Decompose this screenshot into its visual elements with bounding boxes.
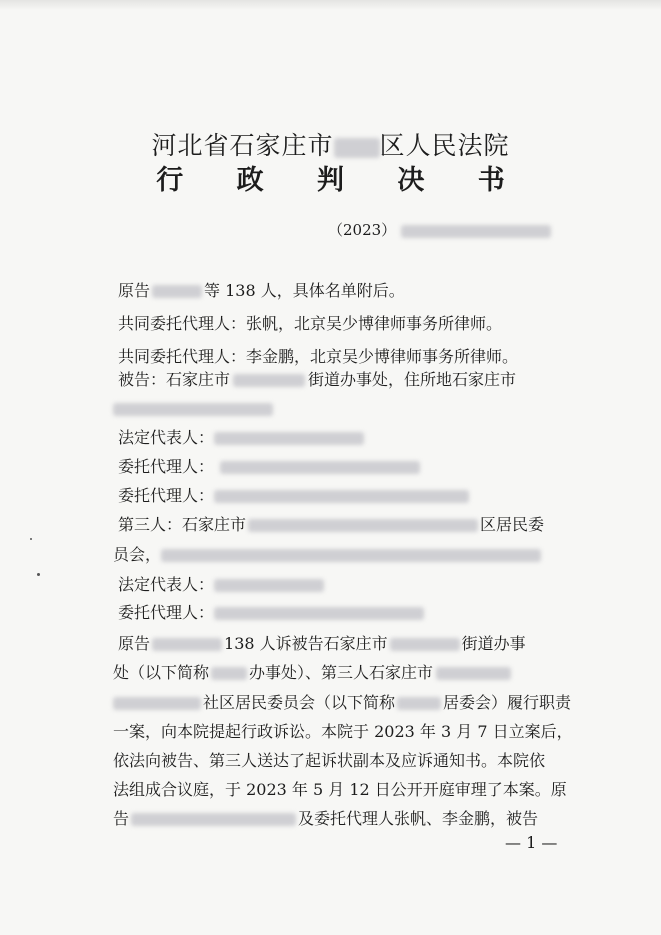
redacted-street [233, 374, 305, 387]
redacted-name [214, 607, 424, 620]
body-line-5: 依法向被告、第三人送达了起诉状副本及应诉通知书。本院依 [113, 751, 546, 770]
redacted-name [220, 461, 420, 474]
redacted-district [334, 138, 380, 158]
redacted-name [211, 667, 247, 680]
legal-rep-line: 法定代表人： [118, 425, 364, 448]
case-number: （2023） [328, 219, 551, 240]
third-agent-line: 委托代理人： [118, 600, 424, 623]
redacted-street [390, 638, 460, 651]
page-number: — 1 — [505, 833, 558, 852]
redacted-name [152, 638, 222, 651]
redacted-community [248, 519, 478, 532]
redacted-name [152, 285, 202, 298]
scan-speck [30, 538, 32, 540]
redacted-address [161, 549, 541, 562]
redacted-address [113, 403, 273, 416]
agent-line-1: 共同委托代理人：张帆，北京吴少博律师事务所律师。 [118, 314, 503, 333]
body-line-3: 社区居民委员会（以下简称 居委会）履行职责 [113, 690, 571, 713]
court-name: 河北省石家庄市 区人民法院 [151, 131, 510, 160]
third-party-cont: 员会， [113, 542, 541, 565]
defendant-line: 被告：石家庄市 街道办事处，住所地石家庄市 [118, 370, 517, 389]
body-line-2: 处（以下简称 办事处）、第三人石家庄市 [113, 660, 511, 683]
redacted-case-number [401, 225, 551, 238]
redacted-community [113, 697, 201, 710]
body-line-1: 原告 138 人诉被告石家庄市 街道办事 [118, 634, 526, 653]
document-type-title: 行 政 判 决 书 [156, 165, 527, 196]
body-line-7: 告 及委托代理人张帆、李金鹏，被告 [113, 809, 539, 828]
scan-edge [0, 0, 661, 10]
redacted-name [214, 432, 364, 445]
redacted-community [436, 667, 511, 680]
body-line-6: 法组成合议庭，于 2023 年 5 月 12 日公开开庭审理了本案。原 [113, 780, 567, 799]
third-party-line: 第三人：石家庄市 区居民委 [118, 515, 545, 534]
defendant-agent-line-b: 委托代理人： [118, 483, 469, 506]
agent-line-2: 共同委托代理人：李金鹏，北京吴少博律师事务所律师。 [118, 347, 519, 366]
scan-speck [37, 573, 40, 576]
third-legal-rep-line: 法定代表人： [118, 572, 324, 595]
redacted-names [131, 813, 296, 826]
defendant-address [113, 399, 273, 418]
redacted-name [214, 490, 469, 503]
defendant-agent-line-a: 委托代理人： [118, 454, 420, 477]
redacted-name [397, 697, 441, 710]
redacted-name [214, 579, 324, 592]
plaintiff-line: 原告 等 138 人，具体名单附后。 [118, 281, 405, 300]
body-line-4: 一案，向本院提起行政诉讼。本院于 2023 年 3 月 7 日立案后， [113, 722, 573, 741]
